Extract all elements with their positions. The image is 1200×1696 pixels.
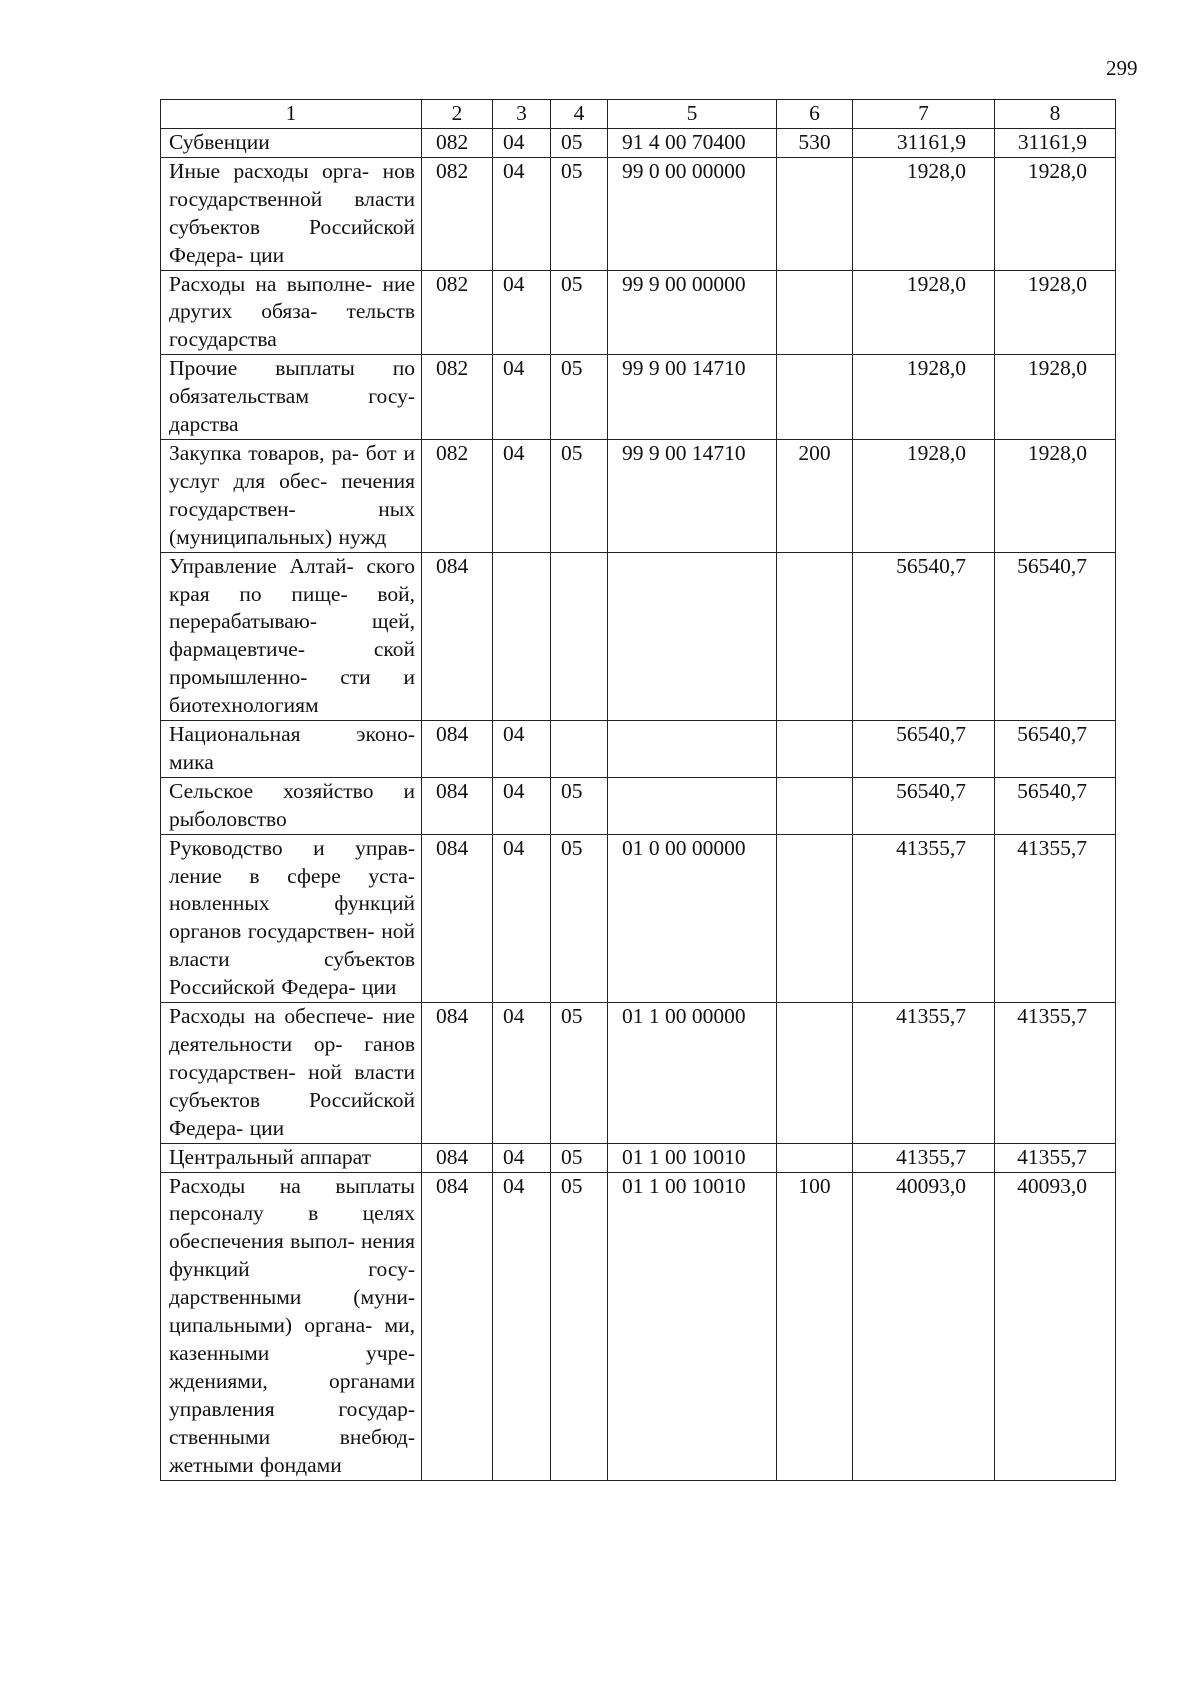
item-name-line: Субвенции xyxy=(169,130,270,154)
item-name-line: бот и услуг для обес- xyxy=(169,440,415,493)
item-name-line: ных (муниципальных) xyxy=(169,496,415,549)
cell-amount-col8: 41355,7 xyxy=(995,834,1116,1002)
cell-expense-type-code xyxy=(777,777,853,834)
cell-subsection-code: 05 xyxy=(551,270,608,355)
cell-amount-col7: 56540,7 xyxy=(853,777,995,834)
cell-amount-col7: 1928,0 xyxy=(853,439,995,552)
item-name-line: Расходы на обеспече- xyxy=(169,1004,374,1029)
cell-target-article-code xyxy=(608,552,777,720)
item-name-line: Прочие выплаты по xyxy=(169,356,415,381)
item-name-line: ной власти субъектов xyxy=(169,919,415,972)
cell-section-code: 04 xyxy=(493,270,551,355)
cell-target-article-code: 01 1 00 10010 xyxy=(608,1143,777,1172)
cell-section-code: 04 xyxy=(493,1172,551,1480)
item-name-line: обеспечения выпол- xyxy=(169,1229,355,1254)
cell-item-name xyxy=(161,157,422,270)
cell-amount-col7: 56540,7 xyxy=(853,721,995,778)
cell-amount-col7: 56540,7 xyxy=(853,552,995,720)
item-name-line: Закупка товаров, ра- xyxy=(169,440,359,465)
cell-item-name xyxy=(161,439,422,552)
cell-section-code: 04 xyxy=(493,1003,551,1144)
item-name-line: ние деятельности ор- xyxy=(169,1004,416,1056)
item-name-line: Российской Федера- xyxy=(169,1087,415,1140)
cell-amount-col8: 41355,7 xyxy=(995,1003,1116,1144)
item-name-line: жетными фондами xyxy=(169,1452,342,1477)
item-name-line: ской промышленно- xyxy=(169,637,415,690)
cell-amount-col8: 41355,7 xyxy=(995,1143,1116,1172)
cell-amount-col8: 56540,7 xyxy=(995,721,1116,778)
table-row xyxy=(161,439,1116,552)
item-name-line: Руководство и управ- xyxy=(169,835,415,860)
table-header-row xyxy=(161,100,1116,129)
item-name-line: тельств государства xyxy=(169,299,416,352)
cell-amount-col7: 1928,0 xyxy=(853,355,995,440)
cell-amount-col7: 41355,7 xyxy=(853,834,995,1002)
item-name-line: ление в сфере уста- xyxy=(169,863,415,888)
cell-subsection-code: 05 xyxy=(551,834,608,1002)
item-name-line: мика xyxy=(169,749,214,774)
column-header-4: 4 xyxy=(551,100,608,129)
item-name-line: нения функций госу- xyxy=(169,1229,415,1282)
cell-subsection-code: 05 xyxy=(551,157,608,270)
cell-ministry-code: 082 xyxy=(422,157,493,270)
cell-expense-type-code xyxy=(777,355,853,440)
cell-ministry-code: 084 xyxy=(422,1172,493,1480)
item-name-line: печения государствен- xyxy=(169,468,415,521)
cell-target-article-code: 99 0 00 00000 xyxy=(608,157,777,270)
item-name-line: ского края по пище- xyxy=(169,553,416,606)
table-row xyxy=(161,355,1116,440)
table-row xyxy=(161,777,1116,834)
cell-expense-type-code xyxy=(777,834,853,1002)
cell-target-article-code: 01 0 00 00000 xyxy=(608,834,777,1002)
item-name-line: ждениями, органами xyxy=(169,1368,415,1393)
cell-item-name xyxy=(161,721,422,778)
cell-subsection-code: 05 xyxy=(551,129,608,158)
cell-subsection-code: 05 xyxy=(551,355,608,440)
table-row xyxy=(161,552,1116,720)
item-name-line: Национальная эконо- xyxy=(169,722,415,747)
item-name-line: щей, фармацевтиче- xyxy=(169,609,415,662)
cell-section-code: 04 xyxy=(493,355,551,440)
cell-subsection-code: 05 xyxy=(551,439,608,552)
table-row xyxy=(161,129,1116,158)
item-name-line: ной власти субъектов xyxy=(169,1059,415,1112)
item-name-line: Управление Алтай- xyxy=(169,553,354,578)
budget-table xyxy=(160,99,1116,1481)
item-name-line: ми, казенными учре- xyxy=(169,1313,416,1365)
cell-item-name xyxy=(161,1143,422,1172)
table-row xyxy=(161,157,1116,270)
cell-expense-type-code: 100 xyxy=(777,1172,853,1480)
item-name-line: ции xyxy=(249,1115,285,1140)
cell-ministry-code: 082 xyxy=(422,439,493,552)
item-name-line: органов государствен- xyxy=(169,919,375,944)
cell-target-article-code: 91 4 00 70400 xyxy=(608,129,777,158)
item-name-line: ции xyxy=(249,242,285,267)
cell-ministry-code: 084 xyxy=(422,1003,493,1144)
cell-amount-col8: 31161,9 xyxy=(995,129,1116,158)
item-name-line: дарства xyxy=(169,412,239,437)
cell-subsection-code xyxy=(551,552,608,720)
cell-item-name xyxy=(161,552,422,720)
item-name-line: Российской Федера- xyxy=(169,214,415,267)
item-name-line: персоналу в целях xyxy=(169,1201,415,1226)
cell-expense-type-code: 530 xyxy=(777,129,853,158)
cell-expense-type-code: 200 xyxy=(777,439,853,552)
cell-item-name xyxy=(161,834,422,1002)
item-name-line: Расходы на выполне- xyxy=(169,271,373,296)
table-row xyxy=(161,834,1116,1002)
cell-subsection-code: 05 xyxy=(551,1172,608,1480)
page-number: 299 xyxy=(1106,56,1138,80)
cell-section-code: 04 xyxy=(493,129,551,158)
cell-section-code: 04 xyxy=(493,1143,551,1172)
cell-section-code: 04 xyxy=(493,834,551,1002)
cell-item-name xyxy=(161,270,422,355)
item-name-line: ции xyxy=(361,975,397,1000)
table-row xyxy=(161,1143,1116,1172)
cell-expense-type-code xyxy=(777,1003,853,1144)
column-header-2: 2 xyxy=(422,100,493,129)
cell-amount-col8: 1928,0 xyxy=(995,270,1116,355)
cell-ministry-code: 084 xyxy=(422,1143,493,1172)
item-name-line: ципальными) органа- xyxy=(169,1313,373,1338)
table-row xyxy=(161,270,1116,355)
table-row xyxy=(161,721,1116,778)
cell-ministry-code: 082 xyxy=(422,355,493,440)
cell-ministry-code: 084 xyxy=(422,777,493,834)
item-name-line: Сельское хозяйство и xyxy=(169,778,415,803)
cell-item-name xyxy=(161,355,422,440)
cell-section-code: 04 xyxy=(493,777,551,834)
cell-expense-type-code xyxy=(777,552,853,720)
item-name-line: нов государственной xyxy=(169,158,415,211)
column-header-1: 1 xyxy=(161,100,422,129)
item-name-line: управления государ- xyxy=(169,1396,415,1421)
cell-expense-type-code xyxy=(777,721,853,778)
cell-amount-col8: 1928,0 xyxy=(995,439,1116,552)
cell-section-code: 04 xyxy=(493,721,551,778)
column-header-7: 7 xyxy=(853,100,995,129)
item-name-line: сти и биотехнологиям xyxy=(169,665,416,718)
cell-target-article-code: 99 9 00 14710 xyxy=(608,439,777,552)
cell-section-code: 04 xyxy=(493,157,551,270)
cell-target-article-code: 01 1 00 10010 xyxy=(608,1172,777,1480)
cell-item-name xyxy=(161,1003,422,1144)
cell-amount-col7: 40093,0 xyxy=(853,1172,995,1480)
cell-expense-type-code xyxy=(777,157,853,270)
item-name-line: власти субъектов xyxy=(169,186,415,239)
cell-subsection-code: 05 xyxy=(551,777,608,834)
item-name-line: Иные расходы орга- xyxy=(169,158,370,183)
cell-amount-col7: 1928,0 xyxy=(853,270,995,355)
cell-target-article-code: 01 1 00 00000 xyxy=(608,1003,777,1144)
column-header-5: 5 xyxy=(608,100,777,129)
cell-amount-col8: 40093,0 xyxy=(995,1172,1116,1480)
item-name-line: Российской Федера- xyxy=(169,975,356,1000)
item-name-line: ганов государствен- xyxy=(169,1032,415,1084)
cell-ministry-code: 082 xyxy=(422,129,493,158)
cell-amount-col8: 56540,7 xyxy=(995,777,1116,834)
cell-amount-col7: 31161,9 xyxy=(853,129,995,158)
cell-ministry-code: 084 xyxy=(422,834,493,1002)
cell-ministry-code: 084 xyxy=(422,552,493,720)
item-name-line: рыболовство xyxy=(169,806,287,831)
cell-amount-col8: 1928,0 xyxy=(995,157,1116,270)
item-name-line: Расходы на выплаты xyxy=(169,1173,415,1198)
cell-target-article-code: 99 9 00 00000 xyxy=(608,270,777,355)
cell-amount-col8: 1928,0 xyxy=(995,355,1116,440)
cell-section-code: 04 xyxy=(493,439,551,552)
item-name-line: новленных функций xyxy=(169,891,415,916)
cell-section-code xyxy=(493,552,551,720)
cell-item-name xyxy=(161,777,422,834)
table-row xyxy=(161,1003,1116,1144)
table-row xyxy=(161,1172,1116,1480)
cell-amount-col7: 41355,7 xyxy=(853,1003,995,1144)
cell-target-article-code: 99 9 00 14710 xyxy=(608,355,777,440)
column-header-6: 6 xyxy=(777,100,853,129)
item-name-line: вой, перерабатываю- xyxy=(169,581,415,634)
item-name-line: дарственными (муни- xyxy=(169,1285,415,1310)
item-name-line: Центральный аппарат xyxy=(169,1144,372,1169)
item-name-line: обязательствам госу- xyxy=(169,384,415,409)
column-header-8: 8 xyxy=(995,100,1116,129)
cell-item-name xyxy=(161,129,422,158)
cell-expense-type-code xyxy=(777,270,853,355)
cell-subsection-code: 05 xyxy=(551,1003,608,1144)
cell-expense-type-code xyxy=(777,1143,853,1172)
cell-amount-col8: 56540,7 xyxy=(995,552,1116,720)
item-name-line: ственными внебюд- xyxy=(169,1424,415,1449)
cell-item-name xyxy=(161,1172,422,1480)
cell-subsection-code xyxy=(551,721,608,778)
cell-ministry-code: 084 xyxy=(422,721,493,778)
cell-target-article-code xyxy=(608,777,777,834)
cell-subsection-code: 05 xyxy=(551,1143,608,1172)
item-name-line: ние других обяза- xyxy=(169,271,416,324)
cell-ministry-code: 082 xyxy=(422,270,493,355)
cell-target-article-code xyxy=(608,721,777,778)
cell-amount-col7: 41355,7 xyxy=(853,1143,995,1172)
cell-amount-col7: 1928,0 xyxy=(853,157,995,270)
column-header-3: 3 xyxy=(493,100,551,129)
item-name-line: нужд xyxy=(338,524,387,549)
